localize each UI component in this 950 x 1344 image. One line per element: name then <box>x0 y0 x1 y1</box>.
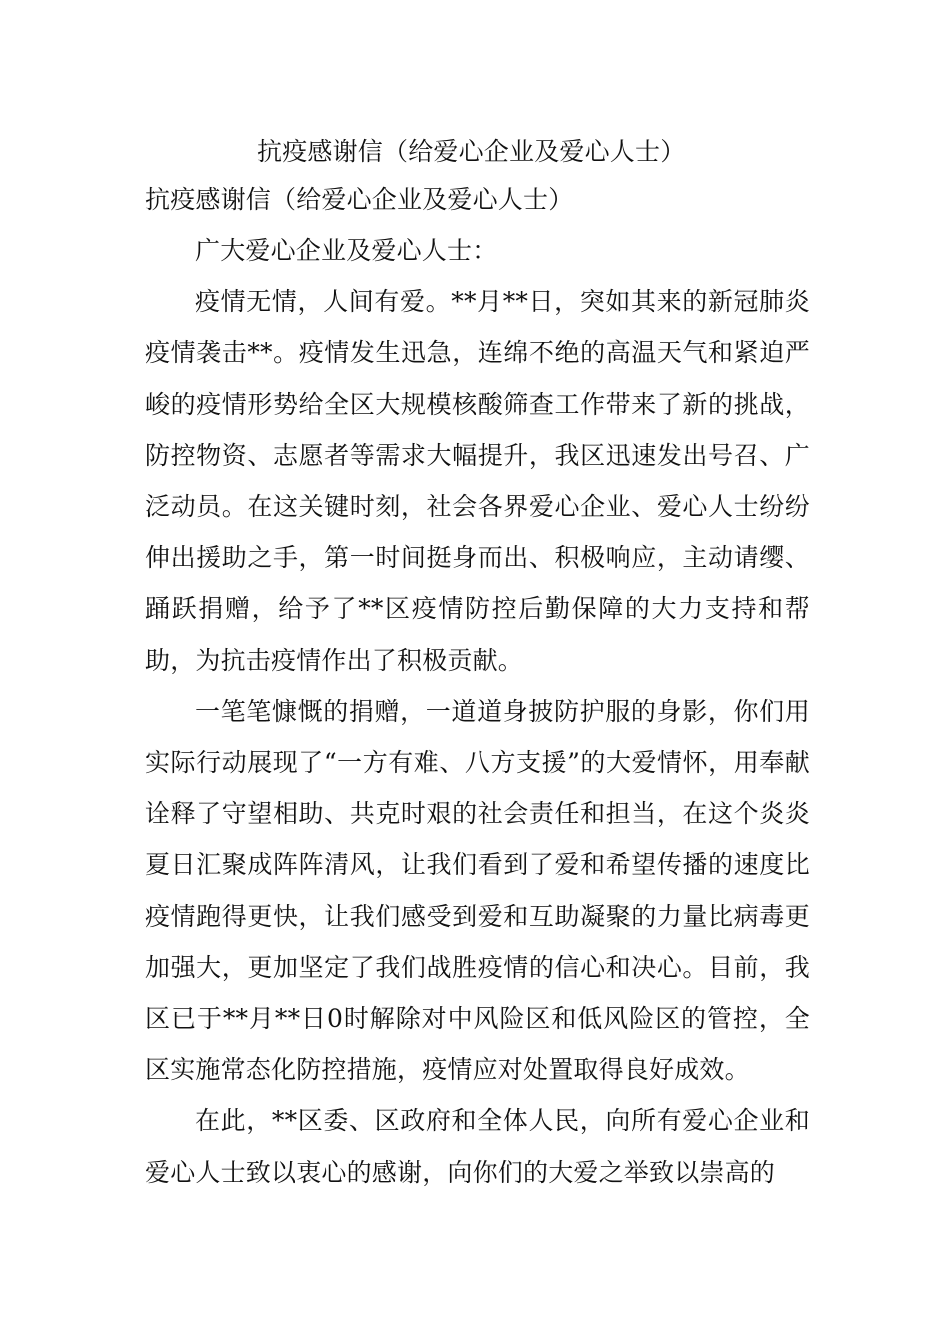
document-subtitle: 抗疫感谢信（给爱心企业及爱心人士） <box>145 185 574 214</box>
salutation: 广大爱心企业及爱心人士： <box>195 236 498 265</box>
body-paragraph-2: 一笔笔慷慨的捐赠，一道道身披防护服的身影，你们用实际行动展现了“一方有难、八方支援”的大爱情怀，用奉献诠释了守望相助、共克时艰的社会责任和担当，在这个炎炎夏日汇聚成阵阵清风，让我们看到了爱和希望传播的速度比疫情跑得更快，让我们感受到爱和互助凝聚的力量比病毒更加强大，更加坚定了我们战胜疫情的信心和决心。目前，我区已于**月**日0时解除对中风险区和低风险区的管控，全区实施常态化防控措施，疫情应对处置取得良好成效。 <box>145 696 810 1085</box>
body-paragraph-3: 在此，**区委、区政府和全体人民，向所有爱心企业和爱心人士致以衷心的感谢，向你们的大爱之举致以崇高的 <box>145 1106 810 1187</box>
body-paragraph-1: 疫情无情，人间有爱。**月**日，突如其来的新冠肺炎疫情袭击**。疫情发生迅急，连绵不绝的高温天气和紧迫严峻的疫情形势给全区大规模核酸筛查工作带来了新的挑战，防控物资、志愿者等需求大幅提升，我区迅速发出号召、广泛动员。在这关键时刻，社会各界爱心企业、爱心人士纷纷伸出援助之手，第一时间挺身而出、积极响应，主动请缨、踊跃捐赠，给予了**区疫情防控后勤保障的大力支持和帮助，为抗击疫情作出了积极贡献。 <box>145 287 810 675</box>
document-title: 抗疫感谢信（给爱心企业及爱心人士） <box>257 137 686 166</box>
document-body <box>145 129 810 1198</box>
